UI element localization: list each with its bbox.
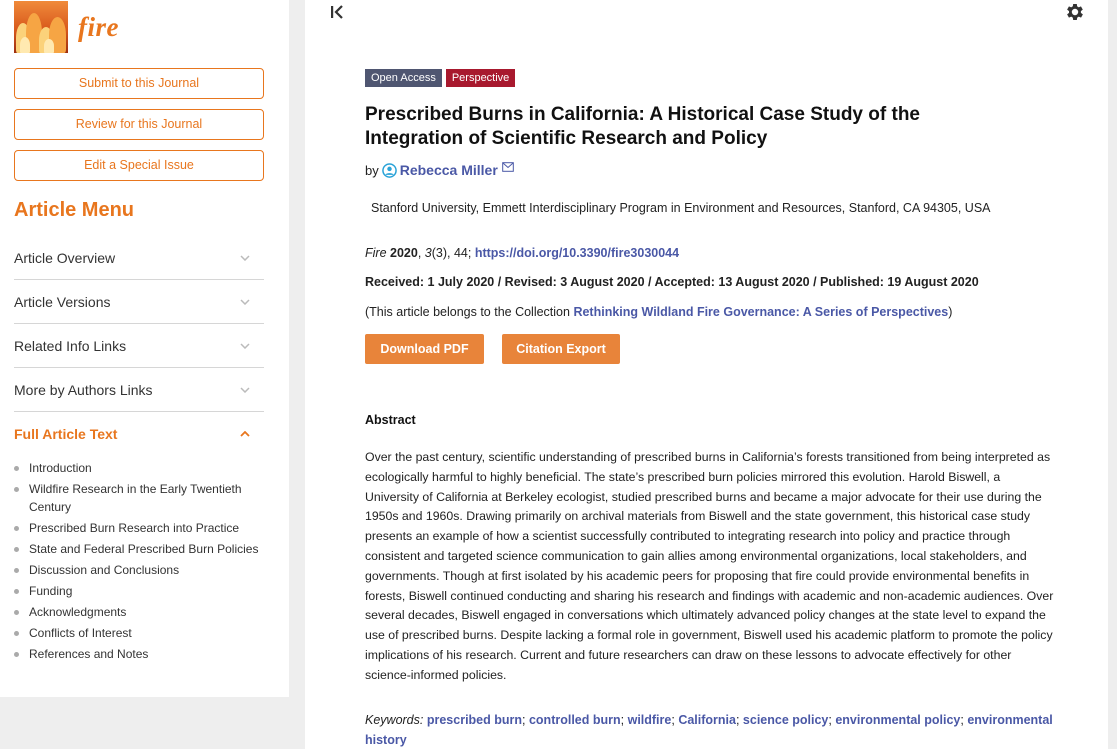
toc-item[interactable]: Introduction (14, 459, 274, 477)
menu-item-label: More by Authors Links (14, 381, 153, 398)
toc-item[interactable]: State and Federal Prescribed Burn Policies (14, 540, 274, 558)
keyword-link[interactable]: environmental history (365, 713, 1053, 747)
toc-item[interactable]: Discussion and Conclusions (14, 561, 274, 579)
menu-article-overview[interactable] (14, 236, 264, 280)
byline (365, 162, 514, 178)
chevron-down-icon (236, 249, 254, 267)
menu-item-label: Article Versions (14, 293, 111, 310)
review-journal-button[interactable]: Review for this Journal (14, 109, 264, 140)
keywords-line: Keywords: prescribed burn; controlled burn; wildfire; California; science policy; environmental policy; environmental history (365, 713, 1053, 747)
toc-item[interactable]: Acknowledgments (14, 603, 274, 621)
citation-year: 2020 (390, 246, 418, 260)
menu-item-label: Article Overview (14, 249, 116, 266)
article-type-badge: Perspective (446, 69, 515, 87)
mail-icon[interactable] (502, 162, 514, 172)
chevron-down-icon (236, 293, 254, 311)
collapse-sidebar-icon[interactable] (329, 3, 345, 21)
collection-prefix: (This article belongs to the Collection (365, 305, 570, 319)
journal-logo[interactable] (14, 0, 119, 54)
citation-volume: 3 (424, 246, 432, 260)
menu-related-info-links[interactable] (14, 324, 264, 368)
article-main (305, 0, 1108, 749)
flame-logo-icon (14, 1, 68, 53)
chevron-up-icon (236, 425, 254, 443)
keywords-label: Keywords: (365, 713, 424, 727)
by-label: by (365, 162, 379, 178)
submit-journal-button[interactable]: Submit to this Journal (14, 68, 264, 99)
citation-line: Fire 2020, 3(3), 44; https://doi.org/10.3390/fire3030044 (365, 246, 680, 260)
collection-suffix: ) (948, 305, 953, 319)
toc-item[interactable]: References and Notes (14, 645, 274, 663)
citation-journal: Fire (365, 246, 387, 260)
author-link[interactable]: Rebecca Miller (399, 162, 498, 178)
keyword-link[interactable]: prescribed burn (426, 713, 523, 727)
author-profile-icon[interactable] (382, 163, 397, 178)
chevron-down-icon (236, 381, 254, 399)
menu-more-by-authors[interactable] (14, 368, 264, 412)
chevron-down-icon (236, 337, 254, 355)
abstract-heading: Abstract (365, 413, 416, 427)
article-dates: Received: 1 July 2020 / Revised: 3 August 2020 / Accepted: 13 August 2020 / Published: 19 August 2020 (365, 275, 979, 289)
article-badges (365, 69, 515, 87)
open-access-badge: Open Access (365, 69, 442, 87)
collection-note (365, 305, 952, 319)
doi-link[interactable]: https://doi.org/10.3390/fire3030044 (474, 246, 680, 260)
toc-item[interactable]: Prescribed Burn Research into Practice (14, 519, 274, 537)
gear-icon[interactable] (1064, 1, 1086, 23)
menu-item-label: Full Article Text (14, 426, 118, 442)
citation-issue-pages: (3), 44; (431, 246, 472, 260)
full-text-toc (14, 459, 274, 666)
toc-item[interactable]: Wildfire Research in the Early Twentieth Century (14, 480, 274, 516)
keyword-link[interactable]: science policy (742, 713, 829, 727)
keyword-link[interactable]: wildfire (627, 713, 672, 727)
keyword-link[interactable]: California (678, 713, 736, 727)
author-affiliation: Stanford University, Emmett Interdisciplinary Program in Environment and Resources, Stanford, CA 94305, USA (371, 201, 991, 215)
toc-item[interactable]: Funding (14, 582, 274, 600)
keyword-link[interactable]: environmental policy (835, 713, 961, 727)
article-menu-title: Article Menu (14, 199, 135, 221)
collection-link[interactable]: Rethinking Wildland Fire Governance: A Series of Perspectives (573, 305, 949, 319)
sidebar (0, 0, 289, 697)
abstract-text: Over the past century, scientific understanding of prescribed burns in California’s forests transitioned from being interpreted as ecologically harmful to highly beneficial. The state’s prescribed burn policies mirrored this evolution. Harold Biswell, a University of California at Berkeley ecologist, studied prescribed burns and became a major advocate for their use during the 1950s and 1960s. Drawing primarily on archival materials from Biswell and the state government, this historical case study presents an example of how a scientist successfully contributed to integrating research into policy and practice through consistent and targeted science communication to gain allies among environmental organizations, local stakeholders, and governments. Though at first isolated by his academic peers for proposing that fire could provide environmental benefits in forests, Biswell continued conducting and sharing his research and findings with academic and non-academic audiences. Over several decades, Biswell engaged in conversations which ultimately advanced policy changes at the state level to expand the use of prescribed burns. Despite lacking a formal role in government, Biswell used his academic platform to promote the policy implications of his research. Current and future researchers can draw on these lessons to advocate effectively for other science-informed policies. (365, 450, 1054, 682)
keyword-link[interactable]: controlled burn (528, 713, 621, 727)
menu-item-label: Related Info Links (14, 337, 127, 354)
download-pdf-button[interactable]: Download PDF (365, 334, 484, 364)
edit-special-issue-button[interactable]: Edit a Special Issue (14, 150, 264, 181)
menu-full-article-text[interactable] (14, 412, 264, 456)
citation-export-button[interactable]: Citation Export (502, 334, 620, 364)
toc-item[interactable]: Conflicts of Interest (14, 624, 274, 642)
journal-name: fire (78, 11, 119, 42)
article-title: Prescribed Burns in California: A Historical Case Study of the Integration of Scientific Research and Policy (365, 104, 920, 149)
menu-article-versions[interactable] (14, 280, 264, 324)
